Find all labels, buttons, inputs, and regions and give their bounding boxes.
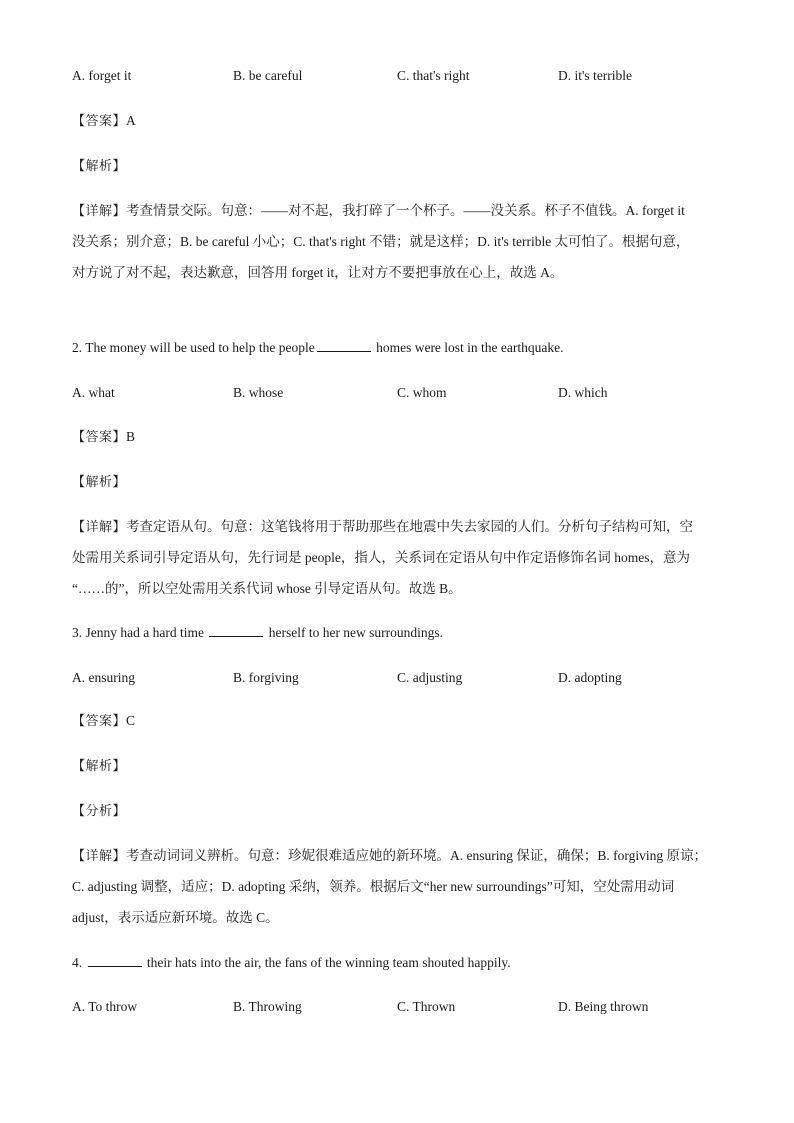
q3-analysis-heading xyxy=(72,756,126,777)
q3-option-c: C. adjusting xyxy=(397,670,463,685)
answer-tag: 【答案】 xyxy=(72,114,127,129)
q2-stem-after: homes were lost in the earthquake. xyxy=(372,340,564,355)
q1-option-c: C. that's right xyxy=(397,68,470,83)
q2-stem xyxy=(72,338,564,358)
q2-option-d: D. which xyxy=(558,385,608,400)
detail-tag: 【详解】 xyxy=(72,204,127,219)
q4-blank xyxy=(88,953,142,967)
q1-detail-line-2: 没关系；别介意；B. be careful 小心；C. that's right 不错；就是这样；D. it's terrible 太可怕了。根据句意， xyxy=(72,234,690,249)
q1-options xyxy=(72,66,722,86)
q4-options xyxy=(72,997,722,1017)
q3-fenxi-heading xyxy=(72,801,126,822)
answer-tag: 【答案】 xyxy=(72,430,127,445)
q3-options xyxy=(72,668,722,688)
q4-option-b: B. Throwing xyxy=(233,999,302,1014)
q4-stem-before: 4. xyxy=(72,955,86,970)
q4-stem xyxy=(72,953,511,973)
q3-option-d: D. adopting xyxy=(558,670,622,685)
q1-option-a: A. forget it xyxy=(72,68,132,83)
q2-blank xyxy=(317,338,371,352)
q1-detail xyxy=(72,195,722,288)
q1-option-b: B. be careful xyxy=(233,68,303,83)
q2-options xyxy=(72,383,722,403)
q4-option-a: A. To throw xyxy=(72,999,138,1014)
q2-analysis-heading xyxy=(72,472,126,493)
answer-tag: 【答案】 xyxy=(72,714,127,729)
q2-option-c: C. whom xyxy=(397,385,447,400)
q2-option-a: A. what xyxy=(72,385,115,400)
q2-detail-line-2: 处需用关系词引导定语从句，先行词是 people，指人，关系词在定语从句中作定语修饰名词 homes，意为 xyxy=(72,550,690,565)
q1-detail-line-3: 对方说了对不起，表达歉意，回答用 forget it，让对方不要把事放在心上，故选 A。 xyxy=(72,265,564,280)
q1-answer xyxy=(72,111,136,132)
answer-value: B xyxy=(126,429,136,444)
q3-option-b: B. forgiving xyxy=(233,670,299,685)
q4-stem-after: their hats into the air, the fans of the winning team shouted happily. xyxy=(143,955,511,970)
q2-option-b: B. whose xyxy=(233,385,284,400)
q3-option-a: A. ensuring xyxy=(72,670,135,685)
analysis-tag: 【解析】 xyxy=(72,159,127,174)
q2-stem-before: 2. The money will be used to help the people xyxy=(72,340,315,355)
q3-answer xyxy=(72,711,135,732)
q3-blank xyxy=(209,623,263,637)
q2-detail-line-3: “……的”，所以空处需用关系代词 whose 引导定语从句。故选 B。 xyxy=(72,581,462,596)
q2-detail xyxy=(72,511,722,604)
detail-tag: 【详解】 xyxy=(72,520,127,535)
analysis-tag: 【解析】 xyxy=(72,475,127,490)
answer-value: A xyxy=(126,113,136,128)
q1-option-d: D. it's terrible xyxy=(558,68,633,83)
q3-stem-after: herself to her new surroundings. xyxy=(265,625,444,640)
q4-option-c: C. Thrown xyxy=(397,999,456,1014)
q1-analysis-heading xyxy=(72,156,126,177)
analysis-tag: 【解析】 xyxy=(72,759,127,774)
q1-detail-line-1: 考查情景交际。句意：——对不起，我打碎了一个杯子。——没关系。杯子不值钱。A. forget it xyxy=(126,203,685,218)
q2-detail-line-1: 考查定语从句。句意：这笔钱将用于帮助那些在地震中失去家园的人们。分析句子结构可知，空 xyxy=(126,519,694,534)
fenxi-tag: 【分析】 xyxy=(72,804,127,819)
answer-value: C xyxy=(126,713,136,728)
q3-detail-line-3: adjust，表示适应新环境。故选 C。 xyxy=(72,910,279,925)
q3-stem xyxy=(72,623,443,643)
q2-answer xyxy=(72,427,135,448)
q3-detail xyxy=(72,840,722,933)
q3-stem-before: 3. Jenny had a hard time xyxy=(72,625,208,640)
q3-detail-line-1: 考查动词词义辨析。句意：珍妮很难适应她的新环境。A. ensuring 保证，确保；B. forgiving 原谅； xyxy=(126,848,708,863)
detail-tag: 【详解】 xyxy=(72,849,127,864)
q4-option-d: D. Being thrown xyxy=(558,999,649,1014)
q3-detail-line-2: C. adjusting 调整，适应；D. adopting 采纳，领养。根据后文“her new surroundings”可知，空处需用动词 xyxy=(72,879,675,894)
